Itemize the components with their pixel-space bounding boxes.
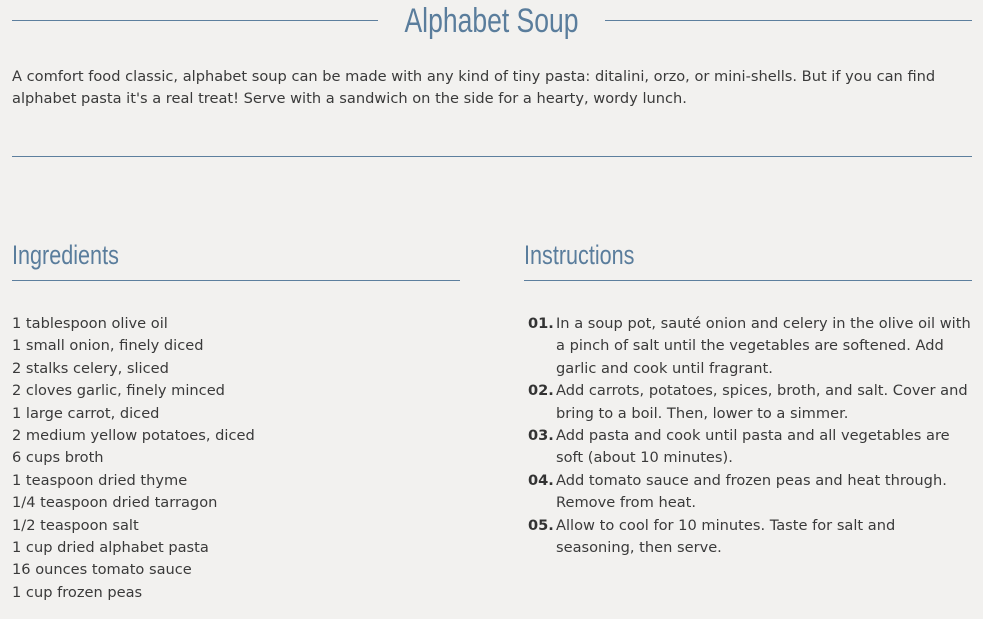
instructions-heading: Instructions xyxy=(524,240,635,270)
ingredient-item: 1/2 teaspoon salt xyxy=(12,516,139,534)
step-number: 04. xyxy=(528,471,554,489)
intro-paragraph: A comfort food classic, alphabet soup can be made with any kind of tiny pasta: ditalini, orzo, or mini-shells. But if you can find alphabet pasta it's a real treat! Serve with a sandwich on the side for a hearty, wordy lunch. xyxy=(12,68,936,107)
step-number: 01. xyxy=(528,315,554,332)
title-rule-right xyxy=(605,20,972,21)
ingredient-item: 1 teaspoon dried thyme xyxy=(12,471,188,489)
instruction-step xyxy=(528,380,975,425)
step-number: 03. xyxy=(528,427,554,445)
ingredient-item: 1 tablespoon olive oil xyxy=(12,315,168,332)
instruction-step xyxy=(528,470,975,515)
instruction-step xyxy=(528,515,975,560)
section-divider xyxy=(12,156,972,157)
step-text: Add pasta and cook until pasta and all vegetables are soft (about 10 minutes). xyxy=(556,427,950,467)
step-number: 02. xyxy=(528,382,554,400)
ingredient-item: 1 large carrot, diced xyxy=(12,404,160,422)
ingredient-item: 1 cup dried alphabet pasta xyxy=(12,539,209,557)
ingredient-item: 16 ounces tomato sauce xyxy=(12,561,192,579)
ingredient-item: 1 cup frozen peas xyxy=(12,583,143,601)
title-row xyxy=(12,0,972,42)
instruction-step xyxy=(528,425,975,470)
step-text: In a soup pot, sauté onion and celery in the olive oil with a pinch of salt until the vegetables are softened. Add garlic and cook until fragrant. xyxy=(556,315,971,377)
instructions-list xyxy=(528,313,975,559)
instruction-step xyxy=(528,313,975,380)
ingredient-item: 2 stalks celery, sliced xyxy=(12,359,169,377)
ingredient-item: 2 medium yellow potatoes, diced xyxy=(12,427,255,445)
ingredient-item: 2 cloves garlic, finely minced xyxy=(12,382,225,400)
ingredients-rule xyxy=(12,280,460,281)
ingredient-item: 1 small onion, finely diced xyxy=(12,337,204,355)
step-text: Allow to cool for 10 minutes. Taste for salt and seasoning, then serve. xyxy=(556,516,896,557)
ingredient-item: 6 cups broth xyxy=(12,449,104,467)
instructions-rule xyxy=(524,280,972,281)
step-text: Add tomato sauce and frozen peas and heat through. Remove from heat. xyxy=(556,471,947,512)
ingredients-list xyxy=(12,313,255,604)
step-number: 05. xyxy=(528,516,554,534)
ingredient-item: 1/4 teaspoon dried tarragon xyxy=(12,494,218,512)
ingredients-heading: Ingredients xyxy=(12,240,119,270)
page-title: Alphabet Soup xyxy=(404,2,579,40)
title-rule-left xyxy=(12,20,378,21)
step-text: Add carrots, potatoes, spices, broth, and salt. Cover and bring to a boil. Then, lower to a simmer. xyxy=(556,382,968,422)
